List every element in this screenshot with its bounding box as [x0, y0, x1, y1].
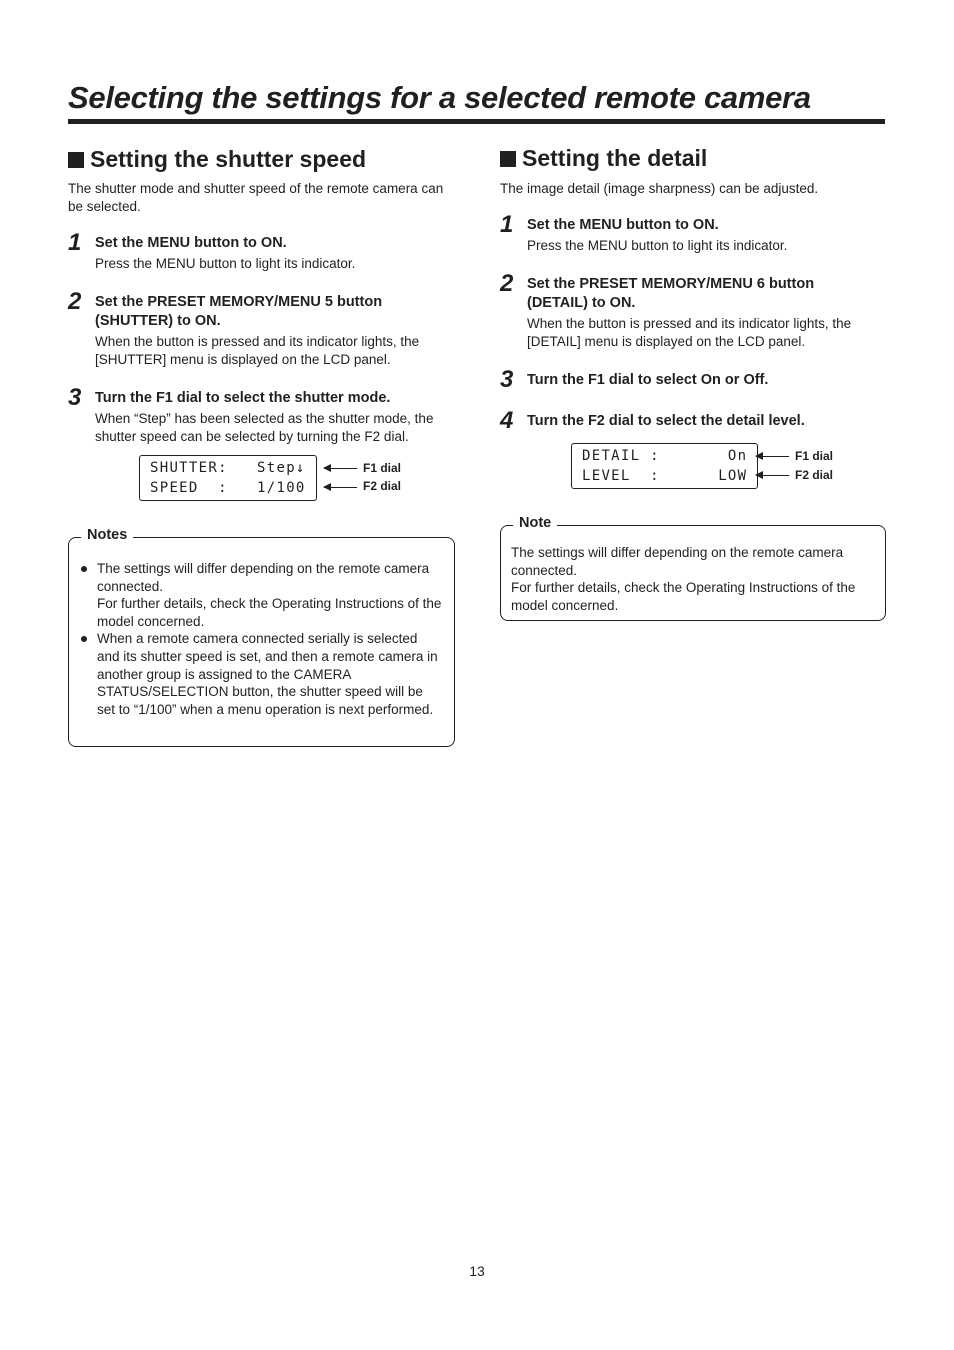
- step-title: Set the PRESET MEMORY/MENU 6 button (DETAIL) to ON.: [527, 276, 815, 311]
- step-number: 2: [68, 288, 82, 315]
- detail-intro: The image detail (image sharpness) can be adjusted.: [500, 181, 819, 196]
- step-number: 4: [500, 407, 514, 434]
- step-number: 2: [500, 270, 514, 297]
- step-description: Press the MENU button to light its indicator.: [527, 238, 788, 253]
- shutter-step-1: [68, 229, 458, 273]
- step-number: 3: [68, 384, 82, 411]
- page-number: 13: [469, 1263, 485, 1279]
- lcd-line-1: DETAIL : On: [582, 448, 748, 464]
- notes-label: Notes: [81, 527, 133, 545]
- step-title: Set the MENU button to ON.: [527, 217, 719, 233]
- detail-heading-text: Setting the detail: [522, 145, 708, 171]
- shutter-heading-text: Setting the shutter speed: [90, 146, 367, 172]
- f2-dial-label: F2 dial: [363, 479, 402, 493]
- step-title: Turn the F1 dial to select On or Off.: [527, 372, 769, 388]
- detail-heading: [500, 145, 707, 172]
- step-number: 1: [68, 229, 82, 256]
- detail-note-box: [500, 515, 886, 621]
- square-bullet-icon: [68, 152, 84, 168]
- note-item: [69, 560, 442, 630]
- detail-step-4: [500, 407, 888, 434]
- lcd-line-2: SPEED : 1/100: [150, 480, 306, 496]
- f2-dial-label: F2 dial: [795, 468, 834, 482]
- square-bullet-icon: [500, 151, 516, 167]
- step-number: 3: [500, 366, 514, 393]
- step-title: Set the MENU button to ON.: [95, 235, 287, 251]
- shutter-notes-box: [68, 527, 455, 747]
- shutter-step-2: [68, 288, 458, 369]
- note-text: For further details, check the Operating Instructions of the model concerned.: [97, 596, 442, 629]
- step-number: 1: [500, 211, 514, 238]
- detail-lcd-display: [571, 443, 758, 489]
- note-label: Note: [513, 515, 557, 533]
- step-description: When the button is pressed and its indicator lights, the [DETAIL] menu is displayed on the LCD panel.: [527, 316, 852, 349]
- arrow-left-icon: [756, 456, 789, 457]
- step-title: Turn the F1 dial to select the shutter mode.: [95, 390, 391, 406]
- detail-step-1: [500, 211, 888, 255]
- note-text: The settings will differ depending on the remote camera connected.: [97, 561, 430, 594]
- note-text: For further details, check the Operating Instructions of the model concerned.: [511, 580, 856, 613]
- arrow-left-icon: [756, 475, 789, 476]
- bullet-icon: [81, 636, 87, 642]
- step-description: When the button is pressed and its indicator lights, the [SHUTTER] menu is displayed on the LCD panel.: [95, 334, 420, 367]
- step-description: When “Step” has been selected as the shutter mode, the shutter speed can be selected by turning the F2 dial.: [95, 411, 434, 444]
- shutter-lcd-display: [139, 455, 317, 501]
- page-title: Selecting the settings for a selected remote camera: [68, 80, 885, 124]
- lcd-line-1: SHUTTER: Step↓: [150, 460, 306, 476]
- note-text: The settings will differ depending on the remote camera connected.: [511, 545, 844, 578]
- step-title: Set the PRESET MEMORY/MENU 5 button (SHUTTER) to ON.: [95, 294, 383, 329]
- shutter-heading: [68, 146, 366, 173]
- step-title: Turn the F2 dial to select the detail level.: [527, 413, 805, 429]
- arrow-left-icon: [324, 468, 357, 469]
- shutter-intro: The shutter mode and shutter speed of the remote camera can be selected.: [68, 181, 444, 214]
- shutter-step-3: [68, 384, 458, 446]
- detail-step-2: [500, 270, 888, 351]
- arrow-left-icon: [324, 487, 357, 488]
- f1-dial-label: F1 dial: [795, 449, 834, 463]
- detail-step-3: [500, 366, 888, 393]
- lcd-line-2: LEVEL : LOW: [582, 468, 748, 484]
- note-item: [69, 630, 442, 718]
- step-description: Press the MENU button to light its indicator.: [95, 256, 356, 271]
- bullet-icon: [81, 566, 87, 572]
- f1-dial-label: F1 dial: [363, 461, 402, 475]
- note-text: When a remote camera connected serially is selected and its shutter speed is set, and then a remote camera in another group is assigned to the CAMERA STATUS/SELECTION button, the shutter speed will be set to “1/100” when a menu operation is next performed.: [97, 631, 438, 717]
